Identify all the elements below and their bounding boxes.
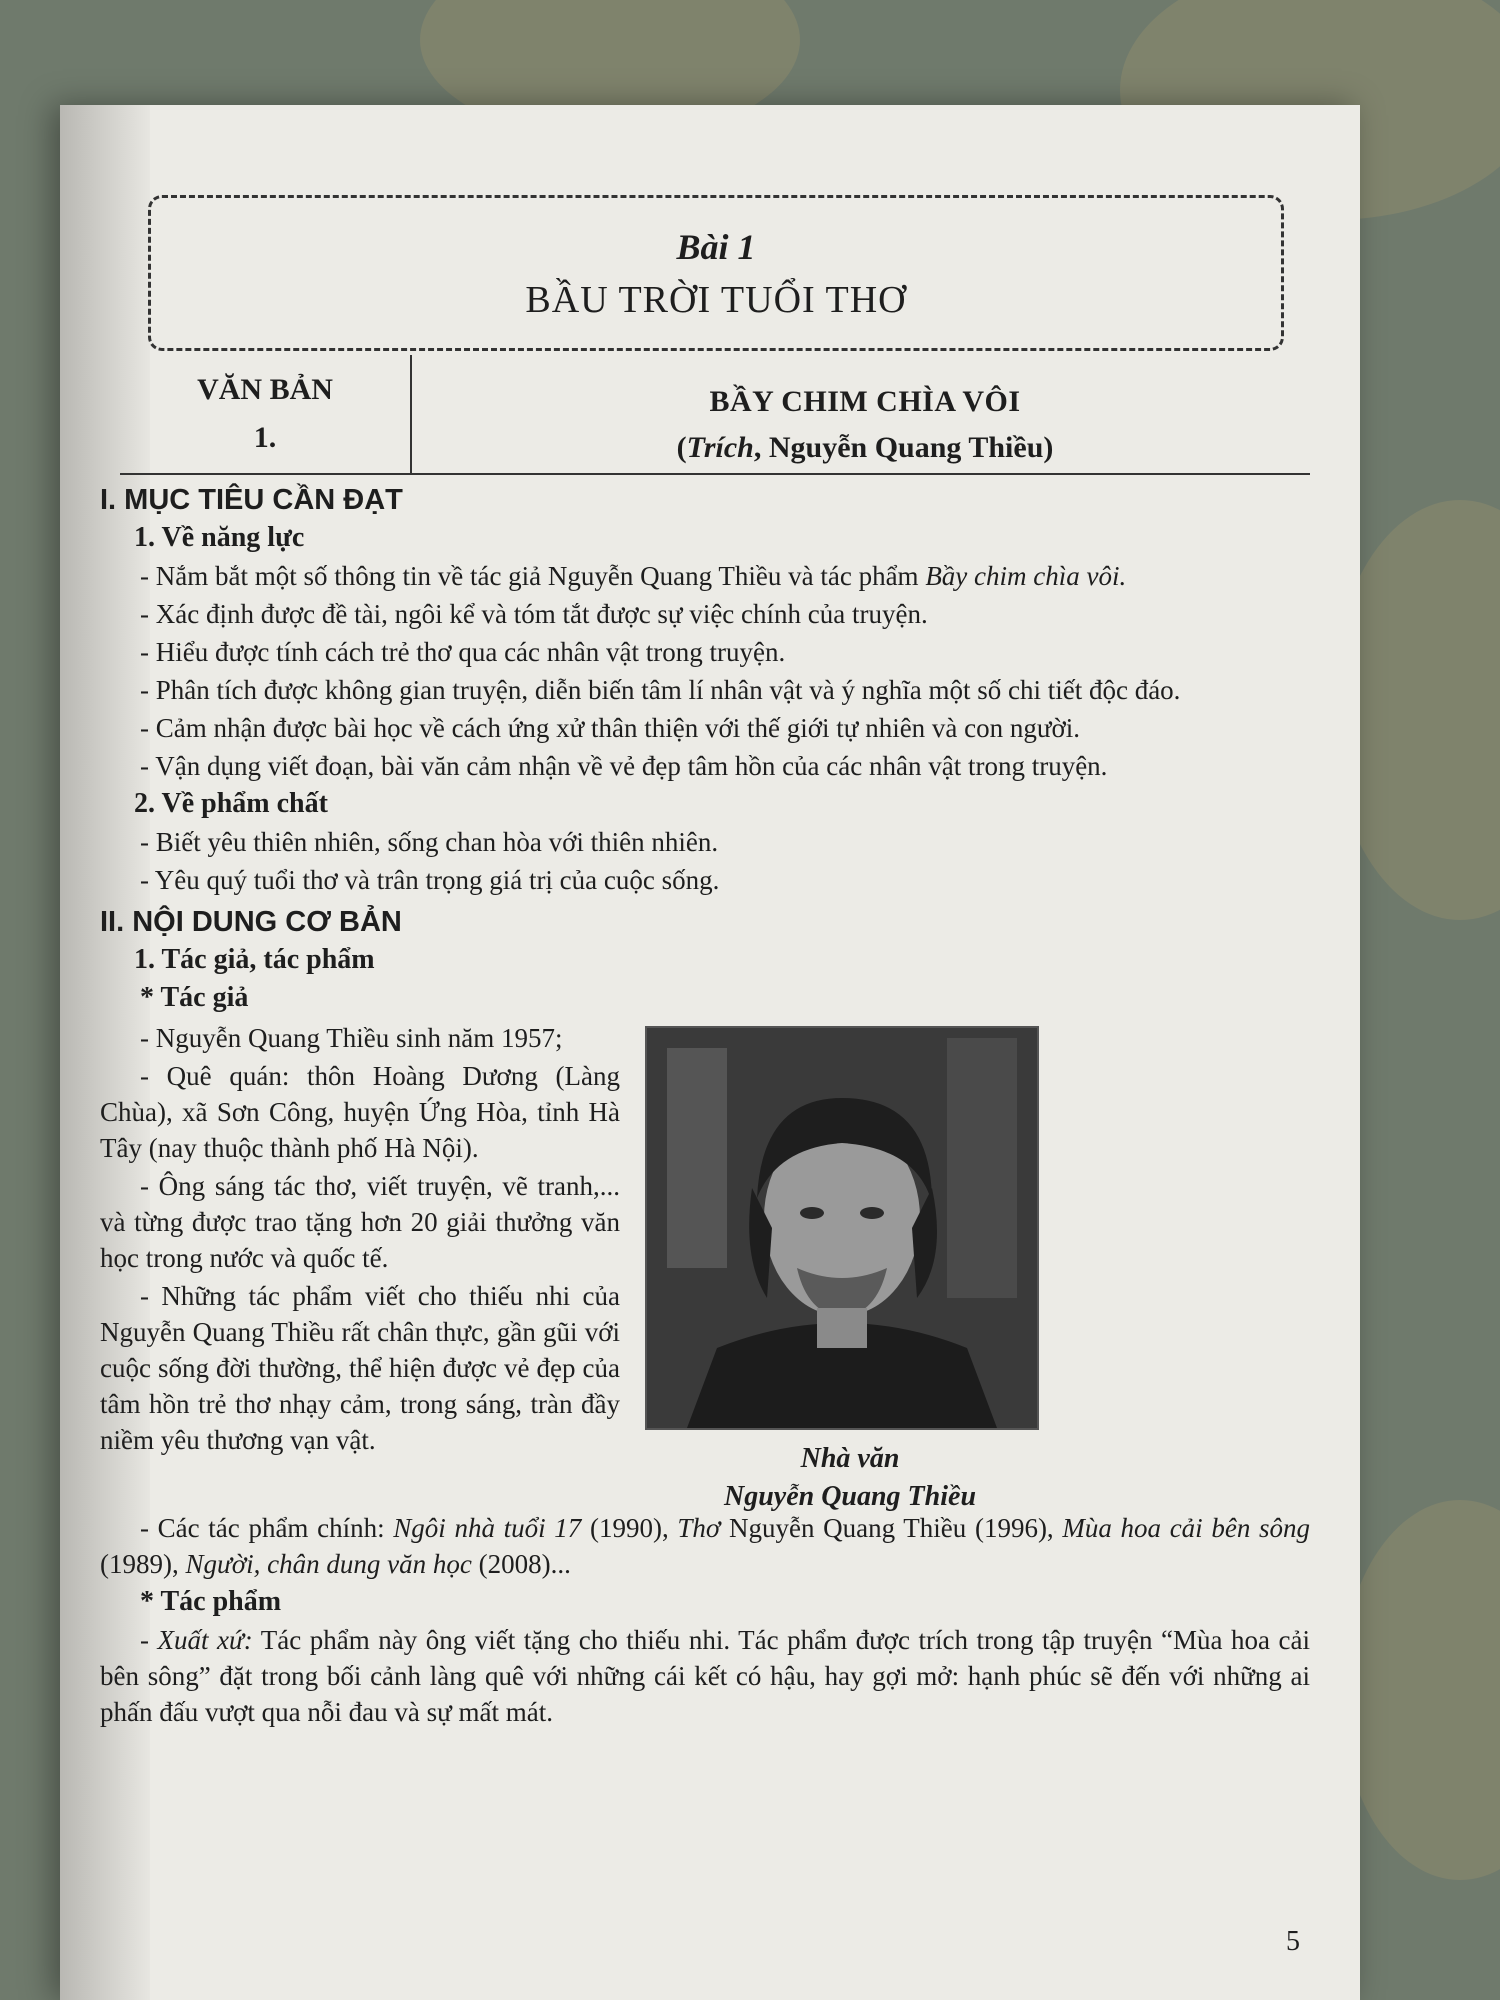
objective-item: - Vận dụng viết đoạn, bài văn cảm nhận về vẻ đẹp tâm hồn của các nhân vật trong truyện.: [140, 751, 1108, 781]
text-label-line1: VĂN BẢN: [197, 373, 333, 406]
page-number: 5: [1286, 1926, 1300, 1957]
text-header: [120, 355, 1310, 475]
author-paragraph: - Ông sáng tác thơ, viết truyện, vẽ tranh,... và từng được trao tặng hơn 20 giải thưởng văn học trong nước và quốc tế.: [100, 1171, 620, 1273]
subheading-competence: 1. Về năng lực: [134, 522, 305, 553]
major-works: - Các tác phẩm chính: Ngôi nhà tuổi 17 (1990), Thơ Nguyễn Quang Thiều (1996), Mùa hoa cải bên sông (1989), Người, chân dung văn học (2008)...: [100, 1513, 1311, 1579]
subheading-qualities: 2. Về phẩm chất: [134, 788, 328, 819]
objective-item: - Phân tích được không gian truyện, diễn biến tâm lí nhân vật và ý nghĩa một số chi tiết độc đáo.: [140, 675, 1181, 705]
caption-line2: Nguyễn Quang Thiều: [723, 1481, 977, 1512]
objective-item: - Xác định được đề tài, ngôi kể và tóm tắt được sự việc chính của truyện.: [140, 599, 928, 629]
subheading-author-work: 1. Tác giả, tác phẩm: [134, 944, 375, 975]
background-pattern: [1340, 1500, 1500, 1880]
author-paragraph: - Nguyễn Quang Thiều sinh năm 1957;: [140, 1023, 563, 1053]
author-photo: [645, 1026, 1039, 1430]
objective-item: - Yêu quý tuổi thơ và trân trọng giá trị của cuộc sống.: [140, 865, 720, 895]
objective-item: - Cảm nhận được bài học về cách ứng xử thân thiện với thế giới tự nhiên và con người.: [140, 713, 1081, 743]
subheading-author: * Tác giả: [140, 982, 249, 1013]
subheading-work: * Tác phẩm: [140, 1586, 282, 1617]
lesson-header-box: [148, 195, 1284, 351]
author-text: [100, 1020, 620, 1460]
author-block: [100, 1020, 1310, 1510]
text-label-line2: 1.: [253, 421, 277, 454]
lesson-title: BẦU TRỜI TUỔI THƠ: [525, 279, 907, 321]
objective-item: - Biết yêu thiên nhiên, sống chan hòa với thiên nhiên.: [140, 827, 719, 857]
book-page: [60, 105, 1360, 2000]
page-content: [100, 480, 1310, 1732]
section-heading-objectives: I. MỤC TIÊU CẦN ĐẠT: [100, 484, 403, 516]
objective-item: - Nắm bắt một số thông tin về tác giả Nguyễn Quang Thiều và tác phẩm Bầy chim chìa vôi.: [140, 561, 1127, 591]
text-label: [120, 355, 412, 473]
text-source: (Trích, Nguyễn Quang Thiều): [676, 431, 1054, 464]
photo-caption: [660, 1440, 1040, 1516]
objective-item: - Hiểu được tính cách trẻ thơ qua các nhân vật trong truyện.: [140, 637, 786, 667]
work-origin: - Xuất xứ: Tác phẩm này ông viết tặng cho thiếu nhi. Tác phẩm được trích trong tập truyện “Mùa hoa cải bên sông” đặt trong bối cảnh làng quê với những cái kết có hậu, hay gợi mở: hạnh phúc sẽ đến với những ai phấn đấu vượt qua nỗi đau và sự mất mát.: [100, 1625, 1310, 1727]
section-heading-content: II. NỘI DUNG CƠ BẢN: [100, 906, 402, 938]
author-paragraph: - Quê quán: thôn Hoàng Dương (Làng Chùa), xã Sơn Công, huyện Ứng Hòa, tỉnh Hà Tây (nay thuộc thành phố Hà Nội).: [100, 1061, 620, 1163]
caption-line1: Nhà văn: [800, 1443, 900, 1474]
author-paragraph: - Những tác phẩm viết cho thiếu nhi của Nguyễn Quang Thiều rất chân thực, gần gũi với cuộc sống đời thường, thể hiện được vẻ đẹp của tâm hồn trẻ thơ nhạy cảm, trong sáng, tràn đầy niềm yêu thương vạn vật.: [100, 1281, 620, 1455]
lesson-number: Bài 1: [676, 227, 756, 267]
portrait-illustration: [647, 1028, 1037, 1428]
text-title: BẦY CHIM CHÌA VÔI: [709, 385, 1021, 418]
